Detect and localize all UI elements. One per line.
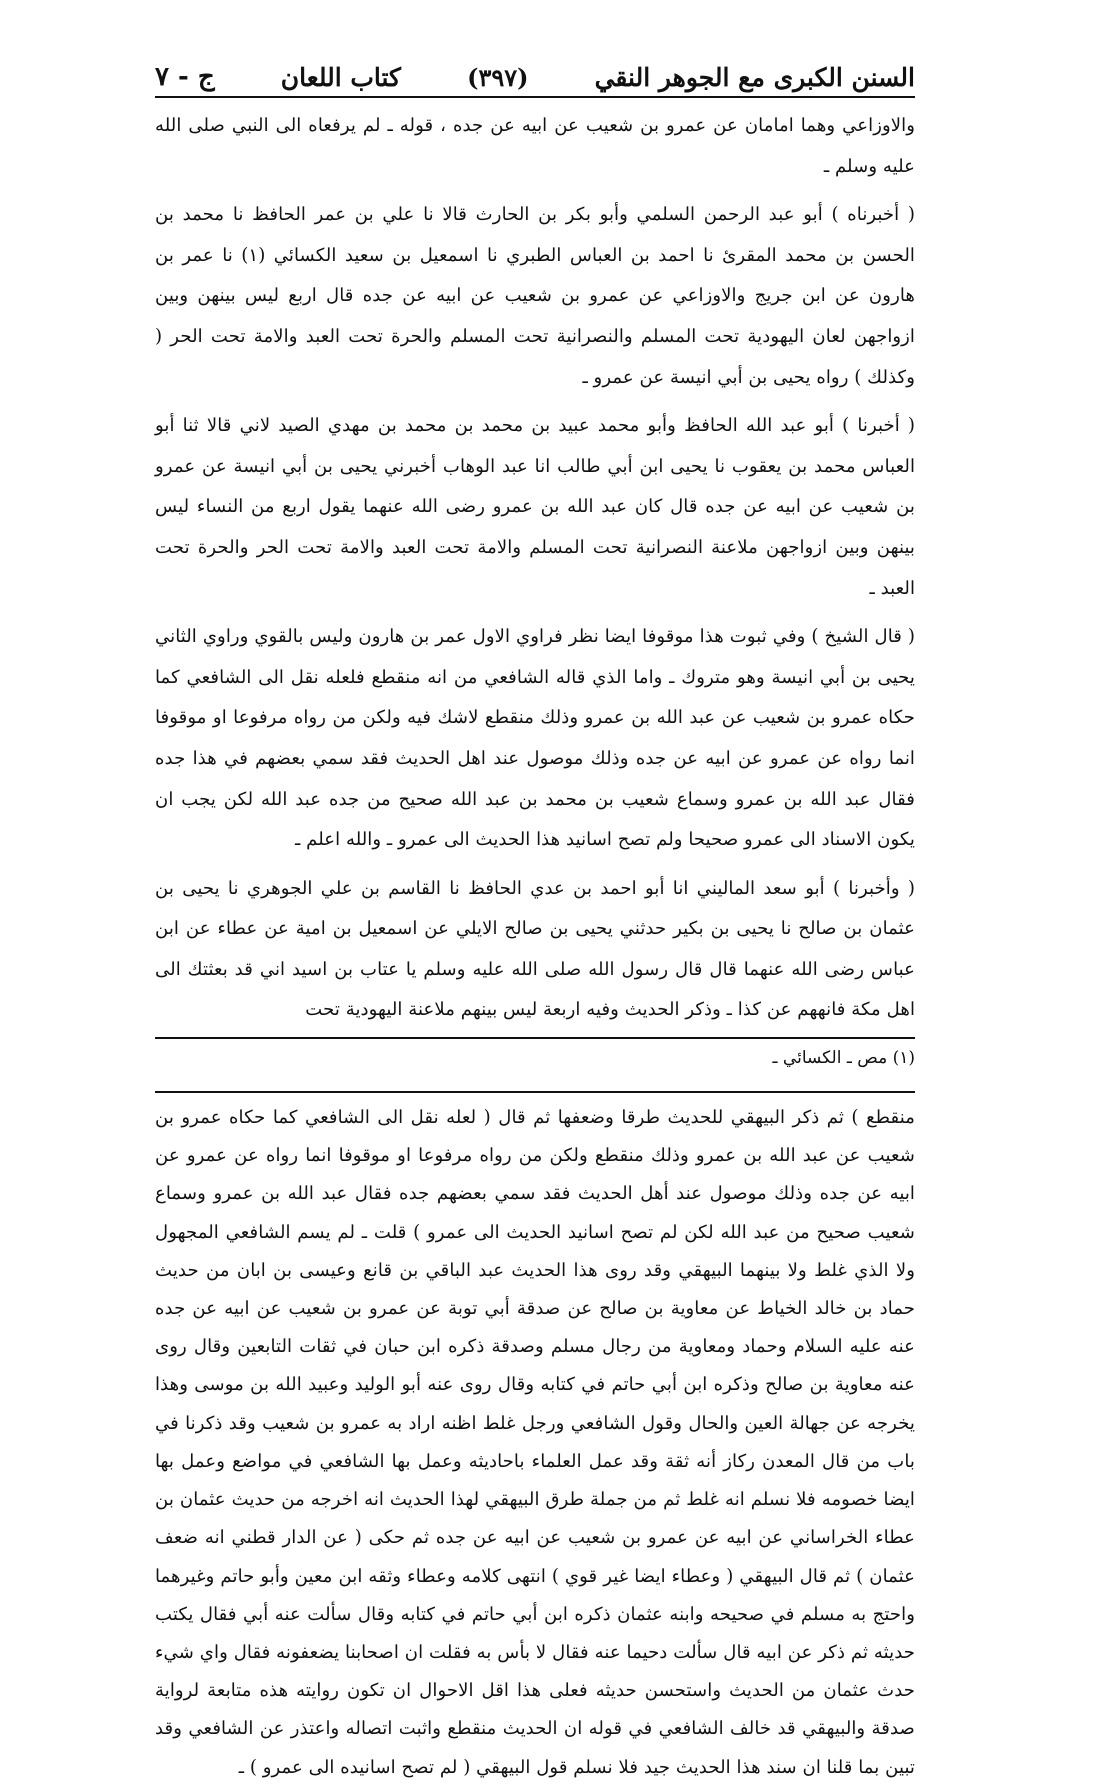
main-paragraph: ( أخبرناه ) أبو عبد الرحمن السلمي وأبو بكر بن الحارث قالا نا علي بن عمر الحافظ نا محمد بن الحسن بن محمد المقرئ نا احمد بن العباس الطبري نا اسمعيل بن سعيد الكسائي (١) نا عمر بن هارون عن ابن جريج والاوزاعي عن عمرو بن شعيب عن ابيه عن جده قال اربع ليس بينهن وبين ازواجهن لعان اليهودية تحت المسلم والنصرانية تحت المسلم والحرة تحت العبد والامة تحت الحر ( وكذلك ) رواه يحيى بن أبي انيسة عن عمرو ـ [155,204,915,388]
page-number: (٣٩٧) [467,63,529,92]
main-paragraph: ( قال الشيخ ) وفي ثبوت هذا موقوفا ايضا نظر فراوي الاول عمر بن هارون وليس بالقوي وراوي الثاني يحيى بن أبي انيسة وهو متروك ـ واما الذي قاله الشافعي من انه منقطع فلعله نقل الى الشافعي كما حكاه عمرو بن شعيب عن عبد الله بن عمرو وذلك منقطع لاشك فيه ولكن من رواه مرفوعا او موقوفا انما رواه عن عمرو عن ابيه عن جده وذلك موصول عند اهل الحديث فقد سمي بعضهم في هذا جده فقال عبد الله بن عمرو وسماع شعيب بن محمد بن عبد الله صحيح من جده عبد الله لكن يجب ان يكون الاسناد الى عمرو صحيحا ولم تصح اسانيد هذا الحديث الى عمرو ـ والله اعلم ـ [155,626,915,851]
commentary-divider [155,1091,915,1093]
main-paragraph: والاوزاعي وهما امامان عن عمرو بن شعيب عن ابيه عن جده ، قوله ـ لم يرفعاه الى النبي صلى الله عليه وسلم ـ [155,115,915,177]
book-page [155,40,915,1778]
footnote: (١) مص ـ الكسائي ـ [772,1048,915,1069]
page-header [155,40,915,98]
commentary-text: منقطع ) ثم ذكر البيهقي للحديث طرقا وضعفها ثم قال ( لعله نقل الى الشافعي كما حكاه عمرو بن شعيب عن عبد الله بن عمرو وذلك منقطع ولكن من رواه مرفوعا او موقوفا انما رواه عن عمرو عن ابيه عن جده وذلك موصول عند أهل الحديث فقد سمي بعضهم جده فقال عبد الله بن عمرو وسماع شعيب صحيح من عبد الله لكن لم تصح اسانيد الحديث الى عمرو ) قلت ـ لم يسم الشافعي المجهول ولا الذي غلط ولا بينهما البيهقي وقد روى هذا الحديث عبد الباقي بن قانع وعيسى بن ابان من حديث حماد بن خالد الخياط عن معاوية بن صالح عن صدقة أبي توبة عن عمرو بن شعيب عن ابيه عن جده عنه عليه السلام وحماد ومعاوية من رجال مسلم وصدقة ذكره ابن حبان في ثقات التابعين وقال روى عنه معاوية بن صالح وذكره ابن أبي حاتم في كتابه وقال روى عنه أبو الوليد وعبيد الله بن موسى وهذا يخرجه عن جهالة العين والحال وقول الشافعي ورجل غلط اظنه اراد به عمرو بن شعيب وقد ذكرنا في باب من قال المعدن ركاز أنه ثقة وقد عمل العلماء باحاديثه وعمل بها الشافعي في مواضع وعمل بها ايضا خصومه فلا نسلم انه غلط ثم من جملة طرق البيهقي لهذا الحديث انه اخرجه من حديث عثمان بن عطاء الخراساني عن ابيه عن عمرو بن شعيب عن ابيه عن جده ثم حكى ( عن الدار قطني انه ضعف عثمان ) ثم قال البيهقي ( وعطاء ايضا غير قوي ) انتهى كلامه وعطاء وثقه ابن معين وأبو حاتم وغيرهما واحتج به مسلم في صحيحه وابنه عثمان ذكره ابن أبي حاتم في كتابه وقال سألت عنه أبي فقال يكتب حديثه ثم ذكر عن ابيه قال سألت دحيما عنه فقال لا بأس به فقلت ان اصحابنا يضعفونه فقال واي شيء حدث عثمان من الحديث واستحسن حديثه فعلى هذا اقل الاحوال ان تكون روايته هذه متابعة لرواية صدقة والبيهقي قد خالف الشافعي في قوله ان الحديث منقطع واثبت اتصاله واعتذر عن الشافعي وقد تبين بما قلنا ان سند هذا الحديث جيد فلا نسلم قول البيهقي ( لم تصح اسانيده الى عمرو ) ـ [155,1107,915,1778]
main-text [155,106,915,1031]
main-paragraph: ( أخبرنا ) أبو عبد الله الحافظ وأبو محمد عبيد بن محمد بن محمد بن مهدي الصيد لاني قالا ثنا أبو العباس محمد بن يعقوب نا يحيى ابن أبي طالب انا عبد الوهاب أخبرني يحيى بن أبي انيسة عن عمرو بن شعيب عن ابيه عن جده قال كان عبد الله بن عمرو رضى الله عنهما يقول اربع من النساء ليس بينهن وبين ازواجهن ملاعنة النصرانية تحت المسلم والامة تحت العبد والامة تحت الحر والحرة تحت العبد ـ [155,415,915,599]
book-title: السنن الكبرى مع الجوهر النقي [594,63,915,92]
main-paragraph: ( وأخبرنا ) أبو سعد الماليني انا أبو احمد بن عدي الحافظ نا القاسم بن علي الجوهري نا يحيى بن عثمان بن صالح نا يحيى بن بكير حدثني يحيى بن صالح الايلي عن اسمعيل بن امية عن عطاء عن ابن عباس رضى الله عنهما قال قال رسول الله صلى الله عليه وسلم يا عتاب بن اسيد اني قد بعثتك الى اهل مكة فانههم عن كذا ـ وذكر الحديث وفيه اربعة ليس بينهم ملاعنة اليهودية تحت [155,877,915,1021]
chapter-title: كتاب اللعان [280,63,401,92]
volume-label: ج - ٧ [155,62,215,92]
